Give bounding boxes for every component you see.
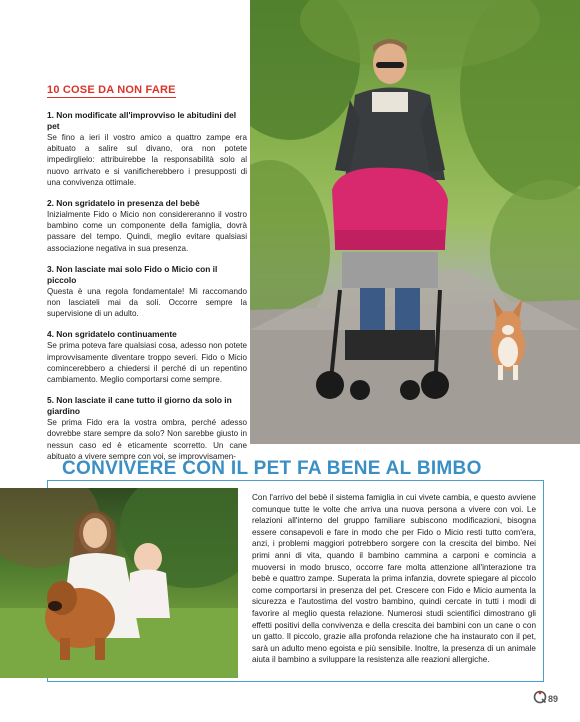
tip-item xyxy=(47,395,247,462)
tip-heading: 2. Non sgridatelo in presenza del bebè xyxy=(47,198,200,209)
page-number: 89 xyxy=(548,694,559,704)
tip-heading: 3. Non lasciate mai solo Fido o Micio con il piccolo xyxy=(47,263,218,285)
tips-column xyxy=(47,80,247,472)
mother-baby-dog-photo xyxy=(0,488,238,678)
tip-body: Se prima poteva fare qualsiasi cosa, adesso non potete improvvisamente diventare troppo severi. Fido o Micio comincerebbero a chiedersi il perché di un repentino cambiamento. Meglio comportarsi come sempre. xyxy=(47,341,247,385)
stroller-photo xyxy=(250,0,580,444)
tip-body: Questa è una regola fondamentale! Mi raccomando non lasciateli mai da soli. Occorre sempre la supervisione di un adulto. xyxy=(47,286,247,319)
feature-title: CONVIVERE CON IL PET FA BENE AL BIMBO xyxy=(62,458,482,479)
tip-body: Se fino a ieri il vostro amico a quattro zampe era abituato a salire sul divano, ora non potete impedirglielo: attribuirebbe la responsabilità solo al nuovo arrivato e si vanificherebbero i presupposti di una convivenza ottimale. xyxy=(47,133,247,187)
tip-item xyxy=(47,110,247,188)
feature-body: Con l'arrivo del bebè il sistema famiglia in cui vivete cambia, e questo avviene comunque tutte le volte che arriva una nuova persona a vivere con voi. Le relazioni all'interno del gruppo familiare subiscono modificazioni, bisogna essere consapevoli e fare in modo che per Fido o Micio resti tutto com'era, anzi, i problemi maggiori potrebbero sorgere con la crescita del bimbo. Nei primi anni di vita, quando il bambino cammina a carponi e comincia a muoversi in modo brusco, occorre fare molta attenzione all'interazione tra bebè e quattro zampe. Superata la prima infanzia, dovrete spiegare al piccolo come comportarsi in presenza del pet. Crescere con Fido e Micio aumenta la sicurezza e l'autostima del vostro bambino, quindi cercate in tutti i modi di favorire al meglio questa relazione. Numerosi studi scientifici dimostrano gli effetti positivi della convivenza e della crescita dei bambini con un cane o con un gatto. Il piccolo, grazie alla profonda relazione che ha instaurato con il pet, sarà un adulto meno egoista e più sensibile. Inoltre, la presenza di un animale aiuta il bambino a sviluppare la resistenza alle reazioni allergiche. xyxy=(252,493,536,665)
tip-heading: 1. Non modificate all'improvviso le abitudini del pet xyxy=(47,110,237,131)
tip-item xyxy=(47,198,247,254)
tip-item xyxy=(47,329,247,385)
tip-body: Se prima Fido era la vostra ombra, perché adesso dovrebbe stare sempre da solo? Non sarebbe giusto in nessun caso ed è eticamente scorretto. Un cane abituato a vivere sempre con voi, se improvvisamen- xyxy=(47,418,247,461)
tip-heading: 5. Non lasciate il cane tutto il giorno da solo in giardino xyxy=(47,395,232,417)
family-scene-illustration xyxy=(0,488,238,678)
tip-body: Inizialmente Fido o Micio non considereranno il vostro bambino come un componente della famiglia, dovrà passare del tempo. Quindi, meglio evitare qualsiasi associazione negativa in sua presenza. xyxy=(47,210,247,253)
magazine-logo-icon xyxy=(533,690,547,704)
tip-item xyxy=(47,264,247,320)
stroller-scene-illustration xyxy=(250,0,580,444)
section-title: 10 COSE DA NON FARE xyxy=(47,84,176,96)
tip-heading: 4. Non sgridatelo continuamente xyxy=(47,329,177,340)
